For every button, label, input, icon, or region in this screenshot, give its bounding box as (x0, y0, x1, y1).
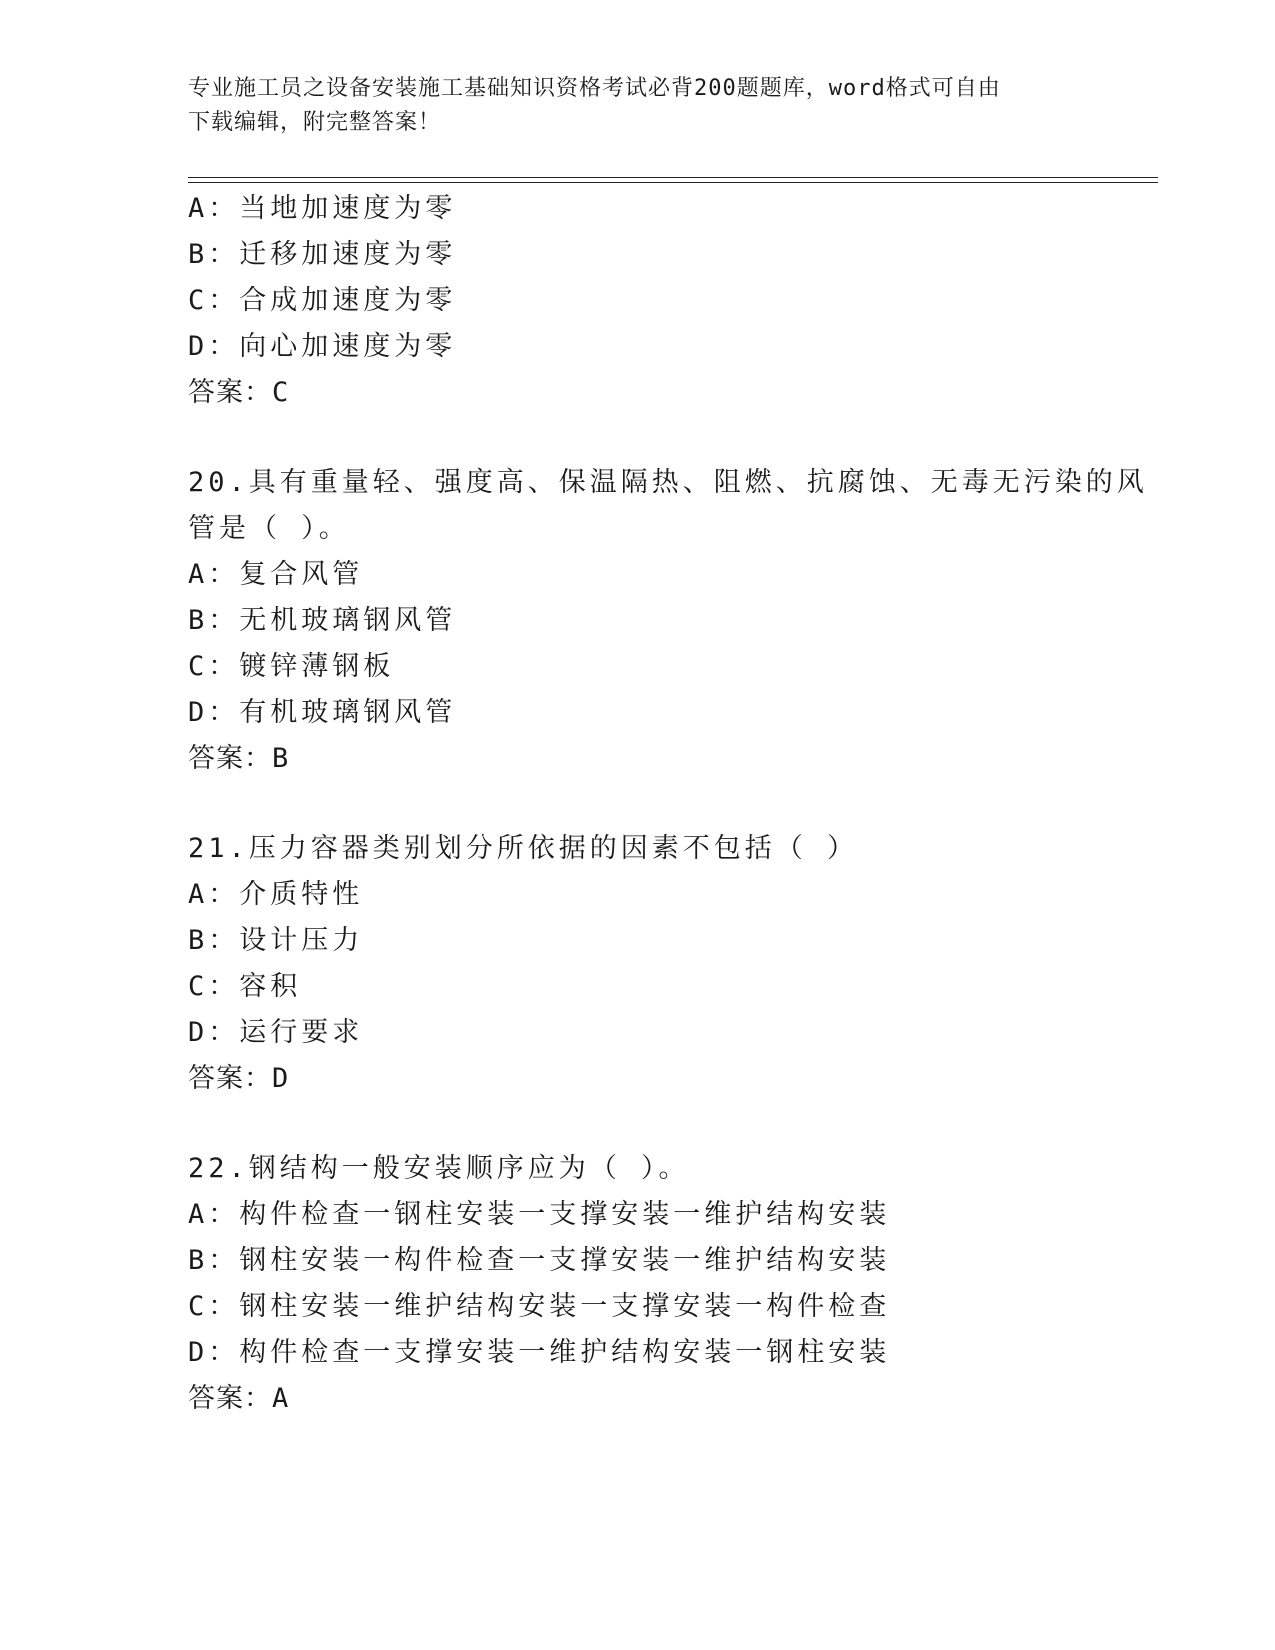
option-a: A：复合风管 (188, 559, 364, 590)
option-b: B：无机玻璃钢风管 (188, 605, 457, 636)
question-stem: 20.具有重量轻、强度高、保温隔热、阻燃、抗腐蚀、无毒无污染的风 (188, 467, 1148, 498)
option-a: A：介质特性 (188, 879, 364, 910)
header-divider-bottom (188, 182, 1158, 183)
option-d: D：有机玻璃钢风管 (188, 697, 457, 728)
answer-value: A (272, 1383, 290, 1414)
answer-label: 答案： (188, 1063, 272, 1094)
option-b: B：迁移加速度为零 (188, 239, 457, 270)
question-22 (188, 1146, 1148, 1422)
option-a: A：构件检查一钢柱安装一支撑安装一维护结构安装 (188, 1199, 891, 1230)
question-20 (188, 460, 1148, 782)
option-c: C：合成加速度为零 (188, 285, 457, 316)
answer-label: 答案： (188, 743, 272, 774)
option-d: D：构件检查一支撑安装一维护结构安装一钢柱安装 (188, 1337, 891, 1368)
answer-line (188, 370, 1148, 416)
option-d: D：向心加速度为零 (188, 331, 457, 362)
option-a: A：当地加速度为零 (188, 193, 457, 224)
header-line-2: 下载编辑，附完整答案！ (188, 110, 442, 135)
option-d: D：运行要求 (188, 1017, 364, 1048)
answer-label: 答案： (188, 1383, 272, 1414)
answer-line (188, 1056, 1148, 1102)
answer-value: B (272, 743, 290, 774)
option-b: B：钢柱安装一构件检查一支撑安装一维护结构安装 (188, 1245, 891, 1276)
question-stem-continued: 管是（ ）。 (188, 513, 350, 544)
question-stem: 22.钢结构一般安装顺序应为（ ）。 (188, 1153, 690, 1184)
answer-label: 答案： (188, 377, 272, 408)
header-line-1: 专业施工员之设备安装施工基础知识资格考试必背200题题库，word格式可自由 (188, 76, 1001, 101)
question-19 (188, 186, 1148, 416)
question-content (188, 186, 1148, 1422)
answer-value: D (272, 1063, 290, 1094)
option-c: C：容积 (188, 971, 302, 1002)
answer-value: C (272, 377, 290, 408)
spacer (188, 782, 1148, 826)
document-header (188, 72, 1088, 140)
option-c: C：钢柱安装一维护结构安装一支撑安装一构件检查 (188, 1291, 891, 1322)
spacer (188, 416, 1148, 460)
question-21 (188, 826, 1148, 1102)
header-divider-top (188, 177, 1158, 178)
answer-line (188, 736, 1148, 782)
answer-line (188, 1376, 1148, 1422)
option-b: B：设计压力 (188, 925, 364, 956)
spacer (188, 1102, 1148, 1146)
question-stem: 21.压力容器类别划分所依据的因素不包括（ ） (188, 833, 859, 864)
option-c: C：镀锌薄钢板 (188, 651, 395, 682)
